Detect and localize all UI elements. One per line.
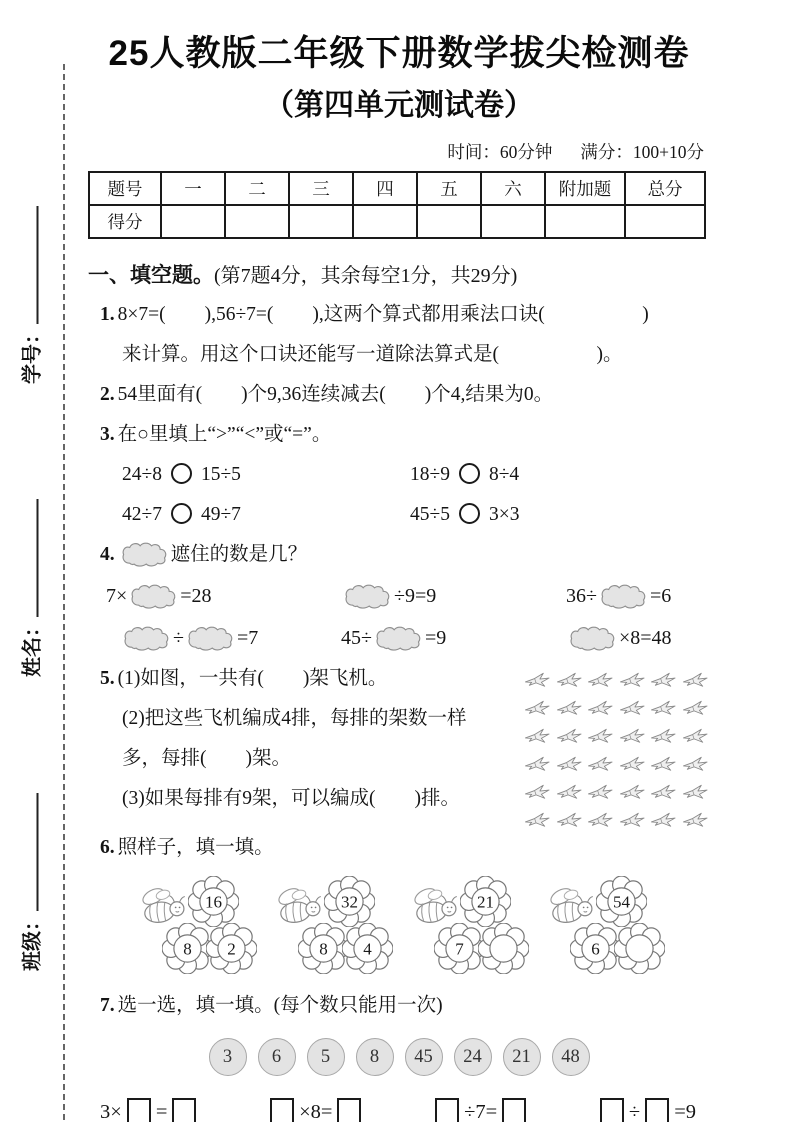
equation-text: = xyxy=(155,1101,168,1122)
flower-blank xyxy=(614,923,665,974)
question-6-text: 照样子，填一填。 xyxy=(117,837,274,858)
flower-number xyxy=(342,923,393,974)
bee-icon xyxy=(544,886,598,928)
student-id-blank xyxy=(18,206,39,324)
student-class-field xyxy=(16,793,45,971)
airplane-icon xyxy=(524,755,553,772)
airplane-icon xyxy=(650,755,679,772)
airplane-icon xyxy=(556,783,585,800)
equation-text: 18÷9 xyxy=(410,464,450,485)
bee-flower-group xyxy=(408,876,534,976)
question-7-text: 选一选，填一填。(每个数只能用一次) xyxy=(117,995,443,1016)
number-chip: 24 xyxy=(454,1038,492,1076)
flower-blank xyxy=(478,923,529,974)
airplane-icon xyxy=(650,699,679,716)
question-1-text: 8×7=( ),56÷7=( ),这两个算式都用乘法口诀( ) xyxy=(117,304,649,325)
equation-text: ×8= xyxy=(299,1101,333,1122)
svg-text:54: 54 xyxy=(613,892,630,912)
number-chip: 5 xyxy=(307,1038,345,1076)
equation-text: 7× xyxy=(106,584,128,607)
equation-text: 3×3 xyxy=(488,504,520,525)
svg-text:7: 7 xyxy=(455,939,464,959)
airplane-icon xyxy=(682,755,711,772)
flower-number xyxy=(596,876,647,927)
flower-number xyxy=(206,923,257,974)
question-5-part1: (1)如图，一共有( )架飞机。 xyxy=(117,668,388,689)
airplane-icon xyxy=(524,699,553,716)
answer-box xyxy=(337,1098,361,1122)
svg-text:8: 8 xyxy=(319,939,328,959)
airplane-icon xyxy=(682,699,711,716)
score-cell-empty xyxy=(481,205,545,238)
cloud-equation xyxy=(566,626,672,651)
equation-text: 24÷8 xyxy=(122,464,162,485)
answer-box xyxy=(502,1098,526,1122)
score-table xyxy=(88,171,706,239)
airplane-icon xyxy=(650,671,679,688)
score-table-header-cell: 二 xyxy=(225,172,289,205)
cloud-equation xyxy=(341,584,566,609)
airplane-icon xyxy=(619,727,648,744)
airplane-icon xyxy=(524,671,553,688)
score-row-label: 得分 xyxy=(89,205,161,238)
airplane-icon xyxy=(556,671,585,688)
equation-text: 45÷5 xyxy=(410,504,450,525)
equation-text: 15÷5 xyxy=(200,464,241,485)
equation-text: =7 xyxy=(236,626,259,649)
airplane-icon xyxy=(556,811,585,828)
question-6-number: 6. xyxy=(100,837,115,858)
number-chip: 48 xyxy=(552,1038,590,1076)
number-chip: 6 xyxy=(258,1038,296,1076)
fill-equation xyxy=(265,1098,366,1122)
section1-note: (第7题4分，其余每空1分，共29分) xyxy=(214,265,518,287)
answer-box xyxy=(127,1098,151,1122)
airplane-icon xyxy=(619,699,648,716)
score-cell-empty xyxy=(353,205,417,238)
number-chip: 3 xyxy=(209,1038,247,1076)
question-2-text: 54里面有( )个9,36连续减去( )个4,结果为0。 xyxy=(117,384,554,405)
paper-title-line2: （第四单元测试卷） xyxy=(264,89,534,122)
equation-text: ×8=48 xyxy=(619,626,672,649)
compare-circle-icon xyxy=(171,503,192,524)
question-7-heading xyxy=(88,986,710,1026)
bee-flower-group xyxy=(272,876,398,976)
fill-equation xyxy=(430,1098,531,1122)
comparison-item xyxy=(410,495,519,535)
airplane-grid xyxy=(524,671,710,828)
score-table-header-cell: 六 xyxy=(481,172,545,205)
question-7-equations xyxy=(88,1098,710,1122)
question-5 xyxy=(88,659,710,828)
paper-content xyxy=(88,0,710,1122)
equation-text: 42÷7 xyxy=(122,504,162,525)
cloud-icon xyxy=(600,584,647,609)
cloud-icon xyxy=(344,584,391,609)
question-5-line2 xyxy=(88,699,524,739)
equation-text: ÷9=9 xyxy=(394,584,437,607)
bee-icon xyxy=(272,886,326,928)
airplane-icon xyxy=(619,783,648,800)
svg-text:8: 8 xyxy=(183,939,192,959)
student-class-label: 班级： xyxy=(21,911,44,971)
student-name-field xyxy=(16,499,45,677)
equation-text: =6 xyxy=(649,584,672,607)
compare-circle-icon xyxy=(459,463,480,484)
student-class-blank xyxy=(18,793,39,911)
airplane-icon xyxy=(556,699,585,716)
score-table-header-cell: 总分 xyxy=(625,172,705,205)
question-5-line3 xyxy=(88,739,524,779)
cloud-equation-row xyxy=(88,575,710,617)
airplane-icon xyxy=(524,783,553,800)
score-table-score-row xyxy=(89,205,705,238)
fill-equation xyxy=(595,1098,696,1122)
question-3-comparisons xyxy=(88,455,710,535)
comparison-item xyxy=(122,495,410,535)
question-1-text-cont: 来计算。用这个口诀还能写一道除法算式是( )。 xyxy=(122,344,623,365)
section1-heading xyxy=(88,259,710,289)
airplane-icon xyxy=(524,727,553,744)
number-chip: 21 xyxy=(503,1038,541,1076)
question-5-part2-cont: 多，每排( )架。 xyxy=(122,748,291,769)
question-6-heading xyxy=(88,828,710,868)
question-5-text-block xyxy=(88,659,524,828)
airplane-icon xyxy=(682,727,711,744)
airplane-icon xyxy=(587,727,616,744)
question-5-part2: (2)把这些飞机编成4排，每排的架数一样 xyxy=(122,708,467,729)
full-score-label: 满分：100+10分 xyxy=(580,142,704,162)
cloud-icon xyxy=(121,542,168,567)
score-cell-empty xyxy=(225,205,289,238)
score-cell-empty xyxy=(289,205,353,238)
bee-icon xyxy=(136,886,190,928)
airplane-icon xyxy=(524,811,553,828)
question-3-text: 在○里填上“>”“<”或“=”。 xyxy=(117,424,332,445)
binding-dashed-line xyxy=(63,64,65,1120)
score-table-header-row xyxy=(89,172,705,205)
equation-text: 遮住的数是几？ xyxy=(170,544,308,565)
cloud-icon xyxy=(187,626,234,651)
equation-text: =28 xyxy=(180,584,212,607)
question-4-heading xyxy=(88,535,710,575)
flower-number xyxy=(460,876,511,927)
exam-meta xyxy=(88,139,710,164)
equation-text: 49÷7 xyxy=(200,504,241,525)
flower-number xyxy=(324,876,375,927)
cloud-icon xyxy=(569,626,616,651)
question-1-line1 xyxy=(88,295,710,335)
bee-flower-group xyxy=(544,876,670,976)
score-table-header-cell: 附加题 xyxy=(545,172,625,205)
number-chips xyxy=(88,1038,710,1076)
bee-flower-group xyxy=(136,876,262,976)
question-7-number: 7. xyxy=(100,995,115,1016)
fill-equation xyxy=(100,1098,201,1122)
equation-text: 3× xyxy=(100,1101,122,1122)
airplane-icon xyxy=(587,671,616,688)
cloud-equation xyxy=(341,626,566,651)
equation-text: ÷ xyxy=(628,1101,641,1122)
equation-text: 8÷4 xyxy=(488,464,520,485)
section1-title: 一、填空题。 xyxy=(88,264,214,287)
airplane-icon xyxy=(619,671,648,688)
answer-box xyxy=(172,1098,196,1122)
cloud-equation xyxy=(106,626,341,651)
airplane-icon xyxy=(682,783,711,800)
svg-text:4: 4 xyxy=(363,939,372,959)
number-chip: 45 xyxy=(405,1038,443,1076)
score-cell-empty xyxy=(161,205,225,238)
student-id-field xyxy=(16,206,45,384)
equation-text: =9 xyxy=(674,1101,696,1122)
question-5-part3: (3)如果每排有9架，可以编成( )排。 xyxy=(122,788,460,809)
cloud-equation xyxy=(106,584,341,609)
score-cell-empty xyxy=(625,205,705,238)
comparison-item xyxy=(410,455,519,495)
cloud-equation-row xyxy=(88,617,710,659)
airplane-icon xyxy=(587,755,616,772)
question-1-number: 1. xyxy=(100,304,115,325)
answer-box xyxy=(645,1098,669,1122)
airplane-icon xyxy=(650,811,679,828)
question-5-line4 xyxy=(88,779,524,819)
airplane-icon xyxy=(650,727,679,744)
cloud-equation xyxy=(566,584,671,609)
svg-text:32: 32 xyxy=(341,892,358,912)
flower-number xyxy=(188,876,239,927)
question-5-number: 5. xyxy=(100,668,115,689)
student-name-blank xyxy=(18,499,39,617)
question-4-text xyxy=(118,544,308,565)
answer-box xyxy=(600,1098,624,1122)
answer-box xyxy=(270,1098,294,1122)
airplane-icon xyxy=(556,755,585,772)
question-3-number: 3. xyxy=(100,424,115,445)
equation-text: 45÷ xyxy=(341,626,372,649)
score-table-corner-cell: 题号 xyxy=(89,172,161,205)
airplane-icon xyxy=(619,811,648,828)
compare-circle-icon xyxy=(459,503,480,524)
bee-flower-diagram xyxy=(88,876,710,980)
paper-title-line1: 25人教版二年级下册数学拔尖检测卷 xyxy=(108,34,690,73)
score-table-header-cell: 五 xyxy=(417,172,481,205)
student-id-label: 学号： xyxy=(21,324,44,384)
student-name-label: 姓名： xyxy=(21,617,44,677)
compare-circle-icon xyxy=(171,463,192,484)
time-limit-label: 时间：60分钟 xyxy=(447,142,553,162)
svg-text:2: 2 xyxy=(227,939,236,959)
airplane-icon xyxy=(587,783,616,800)
score-cell-empty xyxy=(417,205,481,238)
svg-text:16: 16 xyxy=(205,892,222,912)
airplane-icon xyxy=(619,755,648,772)
airplane-icon xyxy=(587,699,616,716)
score-table-header-cell: 一 xyxy=(161,172,225,205)
comparison-row xyxy=(88,455,710,495)
equation-text: ÷ xyxy=(173,626,184,649)
airplane-icon xyxy=(587,811,616,828)
bee-icon xyxy=(408,886,462,928)
airplane-icon xyxy=(682,811,711,828)
number-chip: 8 xyxy=(356,1038,394,1076)
svg-text:6: 6 xyxy=(591,939,600,959)
score-table-header-cell: 四 xyxy=(353,172,417,205)
equation-text: ÷7= xyxy=(464,1101,498,1122)
question-3-heading xyxy=(88,415,710,455)
question-5-line1 xyxy=(88,659,524,699)
question-4-number: 4. xyxy=(100,544,115,565)
comparison-item xyxy=(122,455,410,495)
answer-box xyxy=(435,1098,459,1122)
equation-text: =9 xyxy=(424,626,447,649)
cloud-icon xyxy=(130,584,177,609)
score-table-header-cell: 三 xyxy=(289,172,353,205)
airplane-icon xyxy=(682,671,711,688)
svg-text:21: 21 xyxy=(477,892,494,912)
comparison-row xyxy=(88,495,710,535)
score-cell-empty xyxy=(545,205,625,238)
equation-text: 36÷ xyxy=(566,584,597,607)
airplane-icon xyxy=(556,727,585,744)
cloud-icon xyxy=(375,626,422,651)
question-2 xyxy=(88,375,710,415)
question-2-number: 2. xyxy=(100,384,115,405)
question-4-equations xyxy=(88,575,710,659)
question-1-line2 xyxy=(88,335,710,375)
airplane-icon xyxy=(650,783,679,800)
cloud-icon xyxy=(123,626,170,651)
